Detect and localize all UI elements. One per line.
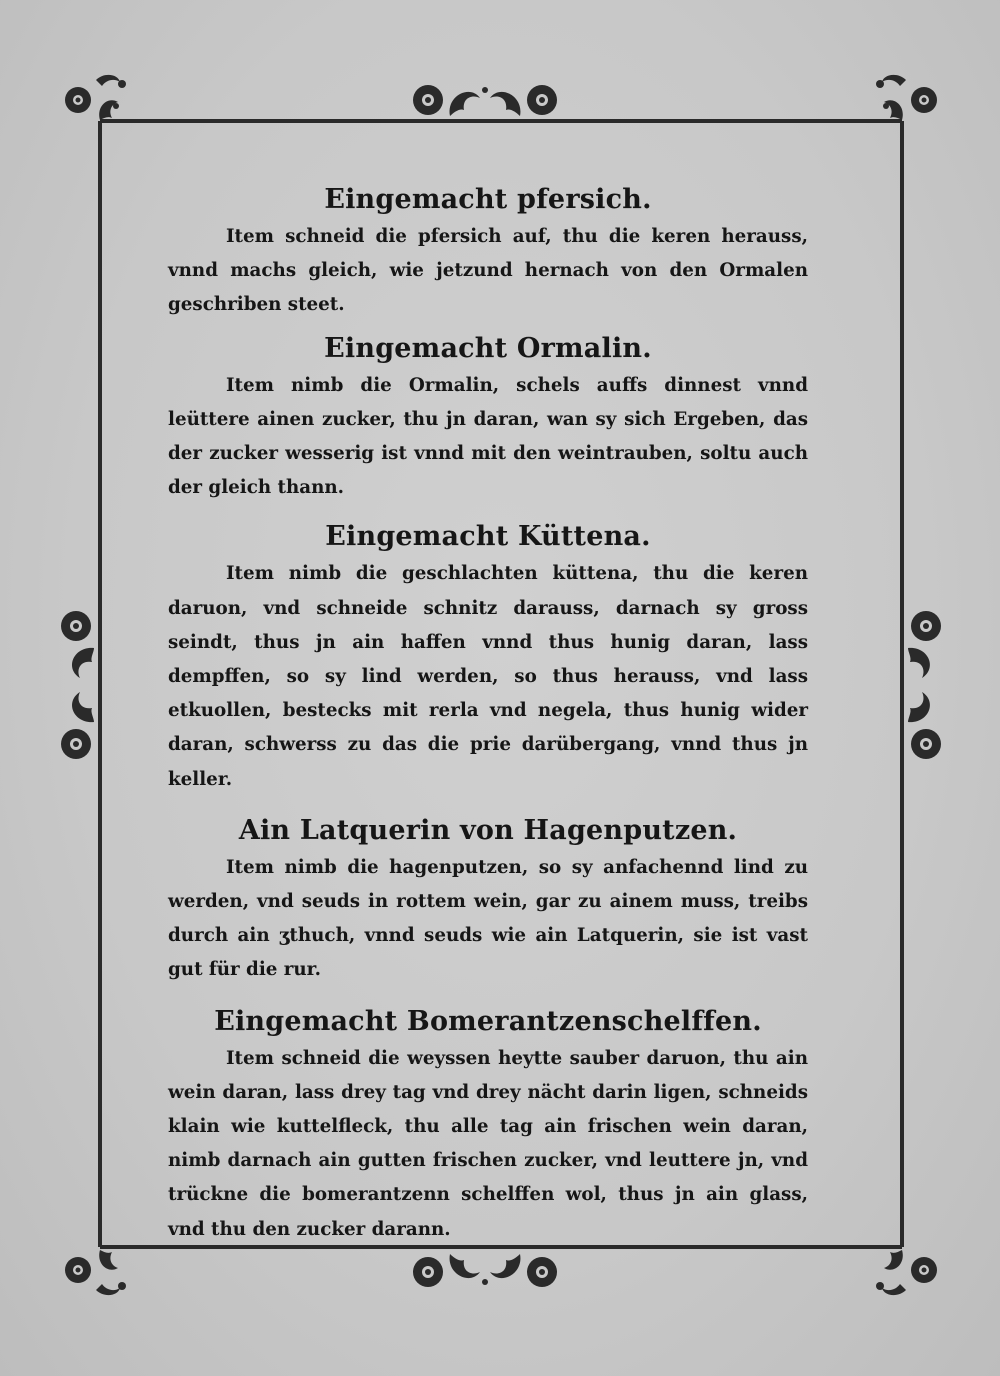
bottom-left-corner-ornament-icon (56, 1228, 136, 1308)
recipe-text-block (168, 180, 808, 1247)
recipe-body: Item nimb die Ormalin, schels auffs dinnest vnnd leüttere ainen zucker, thu jn daran, wan sy sich Ergeben, das der zucker wesserig ist vnnd mit den weintrauben, soltu auch der gleich thann. (168, 374, 808, 499)
left-middle-ornament-icon (54, 602, 106, 768)
top-right-corner-ornament-icon (866, 62, 946, 142)
recipe-section-kuettena (168, 517, 808, 796)
recipe-title: Eingemacht Bomerantzenschelffen. (214, 1005, 762, 1037)
bottom-right-corner-ornament-icon (866, 1228, 946, 1308)
bottom-center-ornament-icon (404, 1246, 566, 1296)
recipe-section-peach (168, 180, 808, 323)
recipe-body: Item nimb die hagenputzen, so sy anfachennd lind zu werden, vnd seuds in rottem wein, gar zu ainem muss, treibs durch ain ʒthuch, vnnd seuds wie ain Latquerin, sie ist vast gut für die rur. (168, 856, 808, 981)
recipe-title: Eingemacht Küttena. (325, 521, 651, 553)
recipe-section-ormalin (168, 329, 808, 506)
recipe-title: Eingemacht pfersich. (324, 184, 652, 215)
top-center-ornament-icon (404, 78, 566, 124)
right-middle-ornament-icon (896, 602, 948, 768)
recipe-body: Item schneid die weyssen heytte sauber daruon, thu ain wein daran, lass drey tag vnd drey nächt darin ligen, schneids klain wie kuttelfleck, thu alle tag ain frischen wein daran, nimb darnach ain gutten frischen zucker, vnd leuttere jn, vnd trückne die bomerantzenn schelffen wol, thus jn ain glass, vnd thu den zucker darann. (168, 1047, 808, 1240)
recipe-title: Ain Latquerin von Hagenputzen. (238, 814, 738, 846)
recipe-section-latquerin (168, 811, 808, 988)
recipe-body: Item nimb die geschlachten küttena, thu die keren daruon, vnd schneide schnitz darauss, darnach sy gross seindt, thus jn ain haffen vnnd thus hunig daran, lass dempffen, so sy lind werden, so thus herauss, vnd lass etkuollen, bestecks mit rerla vnd negela, thus hunig wider daran, schwerss zu das die prie darübergang, vnnd thus jn keller. (168, 563, 808, 790)
recipe-body: Item schneid die pfersich auf, thu die keren herauss, vnnd machs gleich, wie jetzund hernach von den Ormalen geschriben steet. (168, 226, 808, 316)
recipe-section-bomerantzen (168, 1002, 808, 1247)
top-left-corner-ornament-icon (56, 62, 136, 142)
recipe-title: Eingemacht Ormalin. (324, 332, 652, 364)
